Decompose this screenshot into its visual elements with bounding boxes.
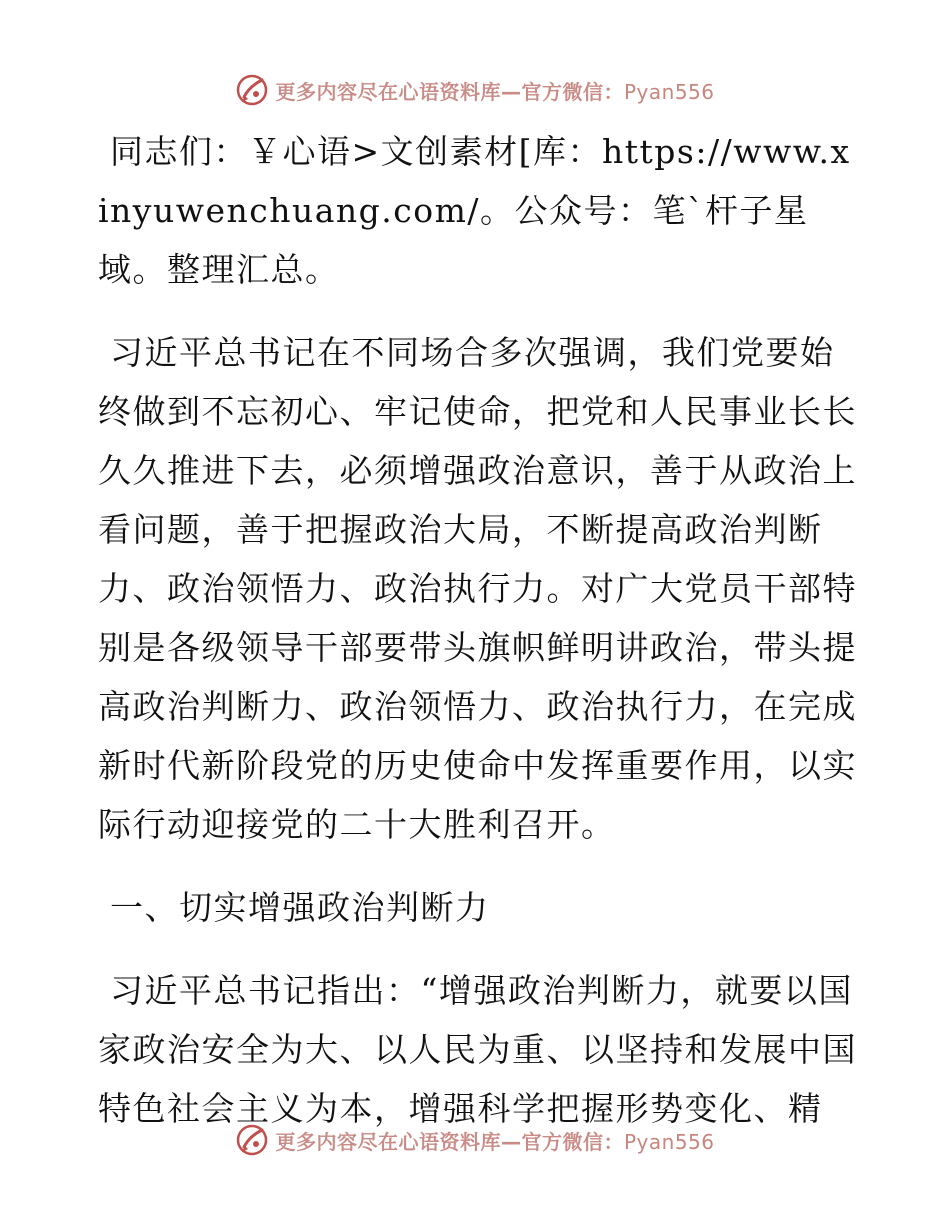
footer-banner-label: 更多内容尽在心语资料库—官方微信： bbox=[275, 1129, 624, 1154]
body-paragraph-1: 习近平总书记在不同场合多次强调，我们党要始终做到不忘初心、牢记使命，把党和人民事业长长久久推进下去，必须增强政治意识，善于从政治上看问题，善于把握政治大局，不断提高政治判断力、政治领悟力、政治执行力。对广大党员干部特别是各级领导干部要带头旗帜鲜明讲政治，带头提高政治判断力、政治领悟力、政治执行力，在完成新时代新阶段党的历史使命中发挥重要作用，以实际行动迎接党的二十大胜利召开。 bbox=[98, 333, 857, 844]
footer-banner-text bbox=[275, 1126, 714, 1155]
footer-banner-contact: Pyan556 bbox=[623, 1129, 715, 1154]
section-heading-1: 一、切实增强政治判断力 bbox=[110, 888, 490, 927]
header-banner-label: 更多内容尽在心语资料库—官方微信： bbox=[275, 79, 624, 104]
intro-paragraph: 同志们：￥心语>文创素材[库：https://www.xinyuwenchuang.com/。公众号：笔`杆子星域。整理汇总。 bbox=[98, 132, 851, 289]
header-banner-contact: Pyan556 bbox=[623, 79, 715, 104]
header-banner-text bbox=[275, 76, 714, 105]
footer-banner bbox=[0, 1120, 950, 1160]
brush-logo-icon bbox=[235, 1123, 269, 1157]
body-paragraph-2: 习近平总书记指出：“增强政治判断力，就要以国家政治安全为大、以人民为重、以坚持和发展中国特色社会主义为本，增强科学把握形势变化、精 bbox=[98, 971, 857, 1128]
brush-logo-icon bbox=[235, 73, 269, 107]
document-body bbox=[98, 122, 858, 1138]
header-banner bbox=[0, 70, 950, 110]
